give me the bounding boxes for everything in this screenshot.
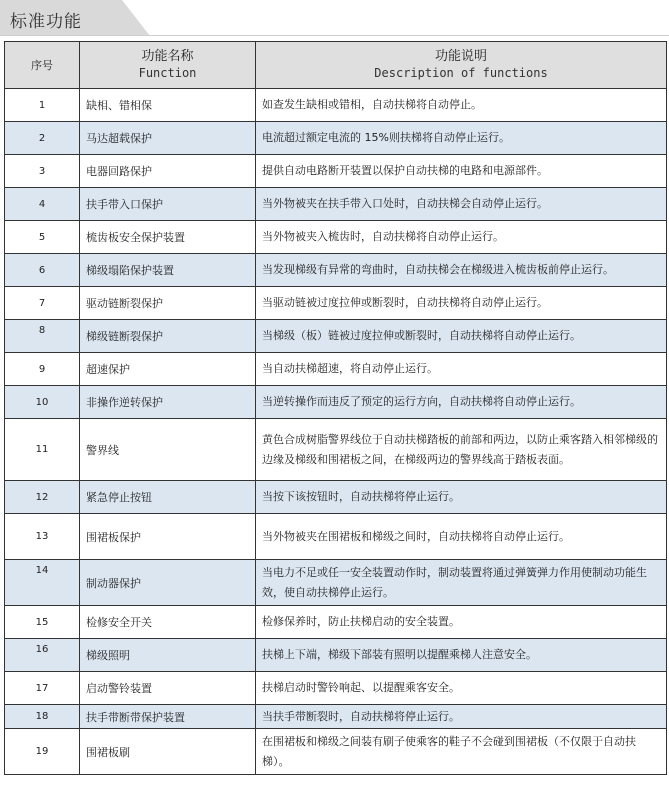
row-function-name: 扶手带断带保护装置 [80,705,256,729]
row-function-name: 驱动链断裂保护 [80,287,256,320]
table-row [5,287,667,320]
table-row [5,639,667,672]
section-title: 标准功能 [10,12,82,32]
row-function-name: 围裙板保护 [80,514,256,560]
row-description: 当外物被夹在扶手带入口处时，自动扶梯会自动停止运行。 [256,188,667,221]
row-description: 电流超过额定电流的 15%则扶梯将自动停止运行。 [256,122,667,155]
header-description-zh: 功能说明 [434,49,487,64]
row-description: 当电力不足或任一安全装置动作时，制动装置将通过弹簧弹力作用使制动功能生效，使自动扶梯停止运行。 [256,560,667,606]
row-description: 当发现梯级有异常的弯曲时，自动扶梯会在梯级进入梳齿板前停止运行。 [256,254,667,287]
row-number: 9 [5,353,80,386]
row-function-name: 制动器保护 [80,560,256,606]
table-row [5,89,667,122]
row-function-name: 马达超载保护 [80,122,256,155]
row-number: 19 [5,729,80,775]
row-number: 5 [5,221,80,254]
row-function-name: 超速保护 [80,353,256,386]
table-row [5,481,667,514]
row-description: 如查发生缺相或错相，自动扶梯将自动停止。 [256,89,667,122]
row-function-name: 检修安全开关 [80,606,256,639]
row-description: 当梯级（板）链被过度拉伸或断裂时，自动扶梯将自动停止运行。 [256,320,667,353]
row-function-name: 非操作逆转保护 [80,386,256,419]
table-row [5,560,667,606]
table-row [5,514,667,560]
table-row [5,386,667,419]
header-function-name [80,42,256,89]
row-description: 当外物被夹入梳齿时，自动扶梯将自动停止运行。 [256,221,667,254]
row-description: 提供自动电路断开装置以保护自动扶梯的电路和电源部件。 [256,155,667,188]
header-function-name-zh: 功能名称 [141,49,194,64]
table-row [5,419,667,481]
section-divider [0,35,669,36]
table-row [5,221,667,254]
section-header [0,0,669,36]
row-description: 黄色合成树脂警界线位于自动扶梯踏板的前部和两边，以防止乘客踏入相邻梯级的边缘及梯级和围裙板之间，在梯级两边的警界线高于踏板表面。 [256,419,667,481]
row-number: 4 [5,188,80,221]
row-description: 当自动扶梯超速，将自动停止运行。 [256,353,667,386]
header-description [256,42,667,89]
table-header-row [5,42,667,89]
row-function-name: 梯级照明 [80,639,256,672]
row-function-name: 梯级链断裂保护 [80,320,256,353]
row-function-name: 紧急停止按钮 [80,481,256,514]
row-number: 12 [5,481,80,514]
row-number: 17 [5,672,80,705]
row-number: 2 [5,122,80,155]
row-description: 当外物被夹在围裙板和梯级之间时，自动扶梯将自动停止运行。 [256,514,667,560]
table-row [5,729,667,775]
row-number: 16 [5,639,80,672]
table-row [5,606,667,639]
table-row [5,672,667,705]
row-description: 当逆转操作而违反了预定的运行方向，自动扶梯将自动停止运行。 [256,386,667,419]
header-description-en: Description of functions [374,66,548,80]
table-row [5,705,667,729]
row-number: 11 [5,419,80,481]
table-row [5,188,667,221]
row-function-name: 梳齿板安全保护装置 [80,221,256,254]
table-row [5,155,667,188]
row-number: 3 [5,155,80,188]
row-number: 8 [5,320,80,353]
row-number: 10 [5,386,80,419]
row-description: 在围裙板和梯级之间装有刷子使乘客的鞋子不会碰到围裙板（不仅限于自动扶梯）。 [256,729,667,775]
row-description: 当扶手带断裂时，自动扶梯将停止运行。 [256,705,667,729]
row-description: 检修保养时，防止扶梯启动的安全装置。 [256,606,667,639]
row-description: 扶梯启动时警铃响起、以提醒乘客安全。 [256,672,667,705]
header-number: 序号 [5,42,80,89]
row-number: 15 [5,606,80,639]
row-number: 7 [5,287,80,320]
row-number: 6 [5,254,80,287]
table-row [5,254,667,287]
row-function-name: 扶手带入口保护 [80,188,256,221]
row-function-name: 警界线 [80,419,256,481]
row-description: 扶梯上下端，梯级下部装有照明以提醒乘梯人注意安全。 [256,639,667,672]
row-function-name: 缺相、错相保 [80,89,256,122]
table-row [5,320,667,353]
row-number: 13 [5,514,80,560]
row-function-name: 电器回路保护 [80,155,256,188]
row-function-name: 梯级塌陷保护装置 [80,254,256,287]
row-description: 当按下该按钮时，自动扶梯将停止运行。 [256,481,667,514]
row-function-name: 启动警铃装置 [80,672,256,705]
table-row [5,122,667,155]
header-function-name-en: Function [138,66,197,80]
row-number: 18 [5,705,80,729]
row-number: 14 [5,560,80,606]
table-row [5,353,667,386]
row-description: 当驱动链被过度拉伸或断裂时，自动扶梯将自动停止运行。 [256,287,667,320]
row-function-name: 围裙板刷 [80,729,256,775]
function-table [4,41,667,775]
row-number: 1 [5,89,80,122]
